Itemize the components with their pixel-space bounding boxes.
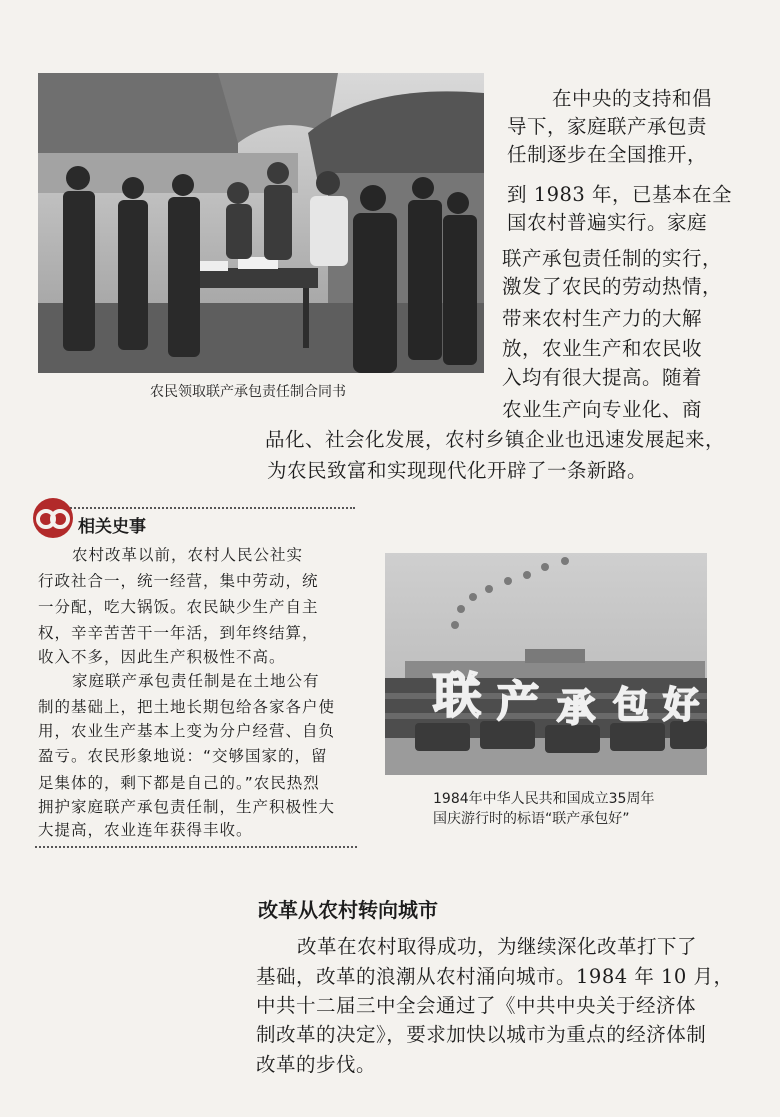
sidebar-line: 家庭联产承包责任制是在土地公有 [72, 672, 320, 690]
main-line: 农业生产向专业化、商 [502, 398, 703, 421]
sidebar-line: 盈亏。农民形象地说：“交够国家的，留 [38, 747, 328, 765]
sidebar-line: 收入不多，因此生产积极性不高。 [38, 648, 286, 666]
main-line: 放，农业生产和农民收 [502, 337, 703, 360]
sidebar-top-border [55, 507, 355, 509]
slogan-char: 包 [613, 685, 650, 726]
main-line: 导下，家庭联产承包责 [507, 115, 708, 138]
farmers-contract-photo-illustration [38, 73, 484, 373]
photo1-caption: 农民领取联产承包责任制合同书 [150, 384, 346, 400]
slogan-char: 承 [557, 686, 596, 730]
sidebar-line: 足集体的，剩下都是自己的。”农民热烈 [38, 774, 320, 792]
main-line: 任制逐步在全国推开， [507, 143, 708, 166]
sidebar-line: 用，农业生产基本上变为分户经营、自负 [38, 722, 336, 740]
sidebar-line: 农村改革以前，农村人民公社实 [72, 546, 304, 564]
parade-slogan-photo [385, 553, 707, 775]
main-line: 品化、社会化发展，农村乡镇企业也迅速发展起来， [265, 428, 726, 451]
section-line: 中共十二届三中全会通过了《中共中央关于经济体 [256, 994, 697, 1017]
slogan-char: 联 [433, 668, 482, 724]
sidebar-line: 大提高，农业连年获得丰收。 [38, 821, 253, 839]
sidebar-line: 拥护家庭联产承包责任制，生产积极性大 [38, 798, 336, 816]
main-line: 联产承包责任制的实行， [502, 247, 723, 270]
main-line: 激发了农民的劳动热情， [502, 275, 723, 298]
section-line: 改革在农村取得成功，为继续深化改革打下了 [297, 935, 698, 958]
photo2-caption-line1: 1984年中华人民共和国成立35周年 [433, 791, 655, 807]
sidebar-title: 相关史事 [78, 517, 146, 537]
section-line: 改革的步伐。 [256, 1053, 377, 1076]
sidebar-bottom-border [35, 846, 357, 848]
section-line: 基础，改革的浪潮从农村涌向城市。1984 年 10 月， [256, 965, 734, 988]
section-heading: 改革从农村转向城市 [258, 898, 438, 922]
sidebar-line: 行政社合一，统一经营，集中劳动，统 [38, 572, 319, 590]
main-line: 在中央的支持和倡 [552, 87, 713, 110]
slogan-char: 产 [497, 677, 540, 726]
main-line: 国农村普遍实行。家庭 [507, 211, 708, 234]
slogan-sign [433, 657, 707, 730]
farmers-contract-photo [38, 73, 484, 373]
photo2-caption-line2: 国庆游行时的标语“联产承包好” [433, 811, 630, 827]
main-line: 入均有很大提高。随着 [502, 366, 703, 389]
slogan-char: 好 [663, 685, 700, 726]
related-history-icon [32, 497, 74, 539]
sidebar-line: 一分配，吃大锅饭。农民缺少生产自主 [38, 598, 319, 616]
sidebar-line: 制的基础上，把土地长期包给各家各户使 [38, 698, 336, 716]
main-line: 为农民致富和实现现代化开辟了一条新路。 [267, 459, 648, 482]
main-line: 带来农村生产力的大解 [502, 307, 703, 330]
section-line: 制改革的决定》，要求加快以城市为重点的经济体制 [256, 1023, 707, 1046]
main-line: 到 1983 年，已基本在全 [507, 183, 733, 206]
sidebar-line: 权，辛辛苦苦干一年活，到年终结算， [38, 624, 319, 642]
